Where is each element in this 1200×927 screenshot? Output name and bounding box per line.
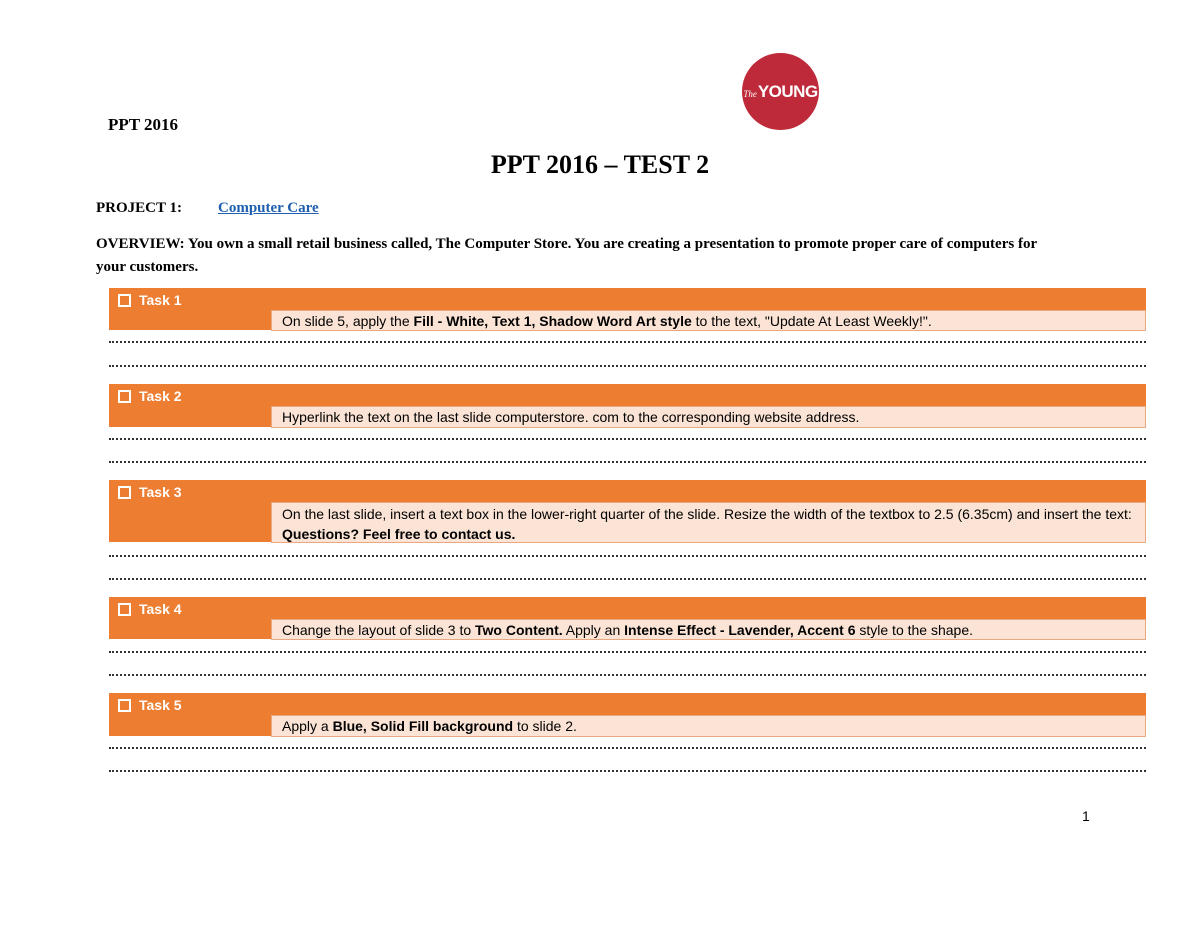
instruction-text: style to the shape. — [855, 622, 974, 638]
task-title: Task 3 — [139, 484, 182, 500]
instruction-bold-text: Blue, Solid Fill background — [332, 718, 514, 734]
answer-line[interactable] — [109, 341, 1146, 343]
task-instruction — [271, 619, 1146, 640]
instruction-text: to slide 2. — [513, 718, 577, 734]
task-title: Task 1 — [139, 292, 182, 308]
answer-line[interactable] — [109, 438, 1146, 440]
answer-line[interactable] — [109, 365, 1146, 367]
checkbox-icon[interactable] — [118, 294, 131, 307]
answer-line[interactable] — [109, 461, 1146, 463]
task-instruction — [271, 310, 1146, 331]
instruction-text: to the text, "Update At Least Weekly!". — [691, 313, 932, 329]
instruction-bold-text: Questions? Feel free to contact us. — [282, 526, 516, 542]
page-title: PPT 2016 – TEST 2 — [490, 150, 710, 179]
logo-word: YOUNG — [757, 81, 818, 101]
task-4 — [109, 597, 1146, 639]
task-2 — [109, 384, 1146, 427]
overview-text: OVERVIEW: You own a small retail business called, The Computer Store. You are creating a presentation to promote proper care of computers for your customers. — [96, 236, 1037, 275]
checkbox-icon[interactable] — [118, 699, 131, 712]
task-instruction — [271, 406, 1146, 428]
task-title: Task 5 — [139, 697, 182, 713]
instruction-bold-text: Intense Effect - Lavender, Accent 6 — [624, 622, 856, 638]
instruction-text: On slide 5, apply the — [282, 313, 414, 329]
page-number: 1 — [1082, 808, 1090, 824]
task-1 — [109, 288, 1146, 330]
instruction-text: Change the layout of slide 3 to — [282, 622, 476, 638]
instruction-bold-text: Two Content. — [475, 622, 563, 638]
task-instruction — [271, 715, 1146, 737]
instruction-text: Apply a — [282, 718, 333, 734]
answer-line[interactable] — [109, 555, 1146, 557]
logo-prefix: The — [743, 88, 757, 99]
task-3 — [109, 480, 1146, 542]
answer-line[interactable] — [109, 770, 1146, 772]
checkbox-icon[interactable] — [118, 486, 131, 499]
answer-line[interactable] — [109, 651, 1146, 653]
header-label: PPT 2016 — [108, 115, 179, 134]
answer-line[interactable] — [109, 578, 1146, 580]
instruction-text: Hyperlink the text on the last slide computerstore. com to the corresponding website address. — [282, 409, 860, 425]
task-instruction — [271, 502, 1146, 543]
task-title: Task 4 — [139, 601, 182, 617]
project-link[interactable]: Computer Care — [218, 200, 319, 216]
answer-line[interactable] — [109, 747, 1146, 749]
project-label: PROJECT 1: — [96, 200, 182, 216]
young-logo — [742, 53, 819, 130]
answer-line[interactable] — [109, 674, 1146, 676]
checkbox-icon[interactable] — [118, 603, 131, 616]
task-5 — [109, 693, 1146, 736]
instruction-bold-text: Fill - White, Text 1, Shadow Word Art style — [413, 313, 692, 329]
instruction-text: Apply an — [562, 622, 625, 638]
task-title: Task 2 — [139, 388, 182, 404]
checkbox-icon[interactable] — [118, 390, 131, 403]
instruction-text: On the last slide, insert a text box in the lower-right quarter of the slide. Resize the width of the textbox to 2.5 (6.35cm) and insert the text: — [282, 506, 1132, 522]
